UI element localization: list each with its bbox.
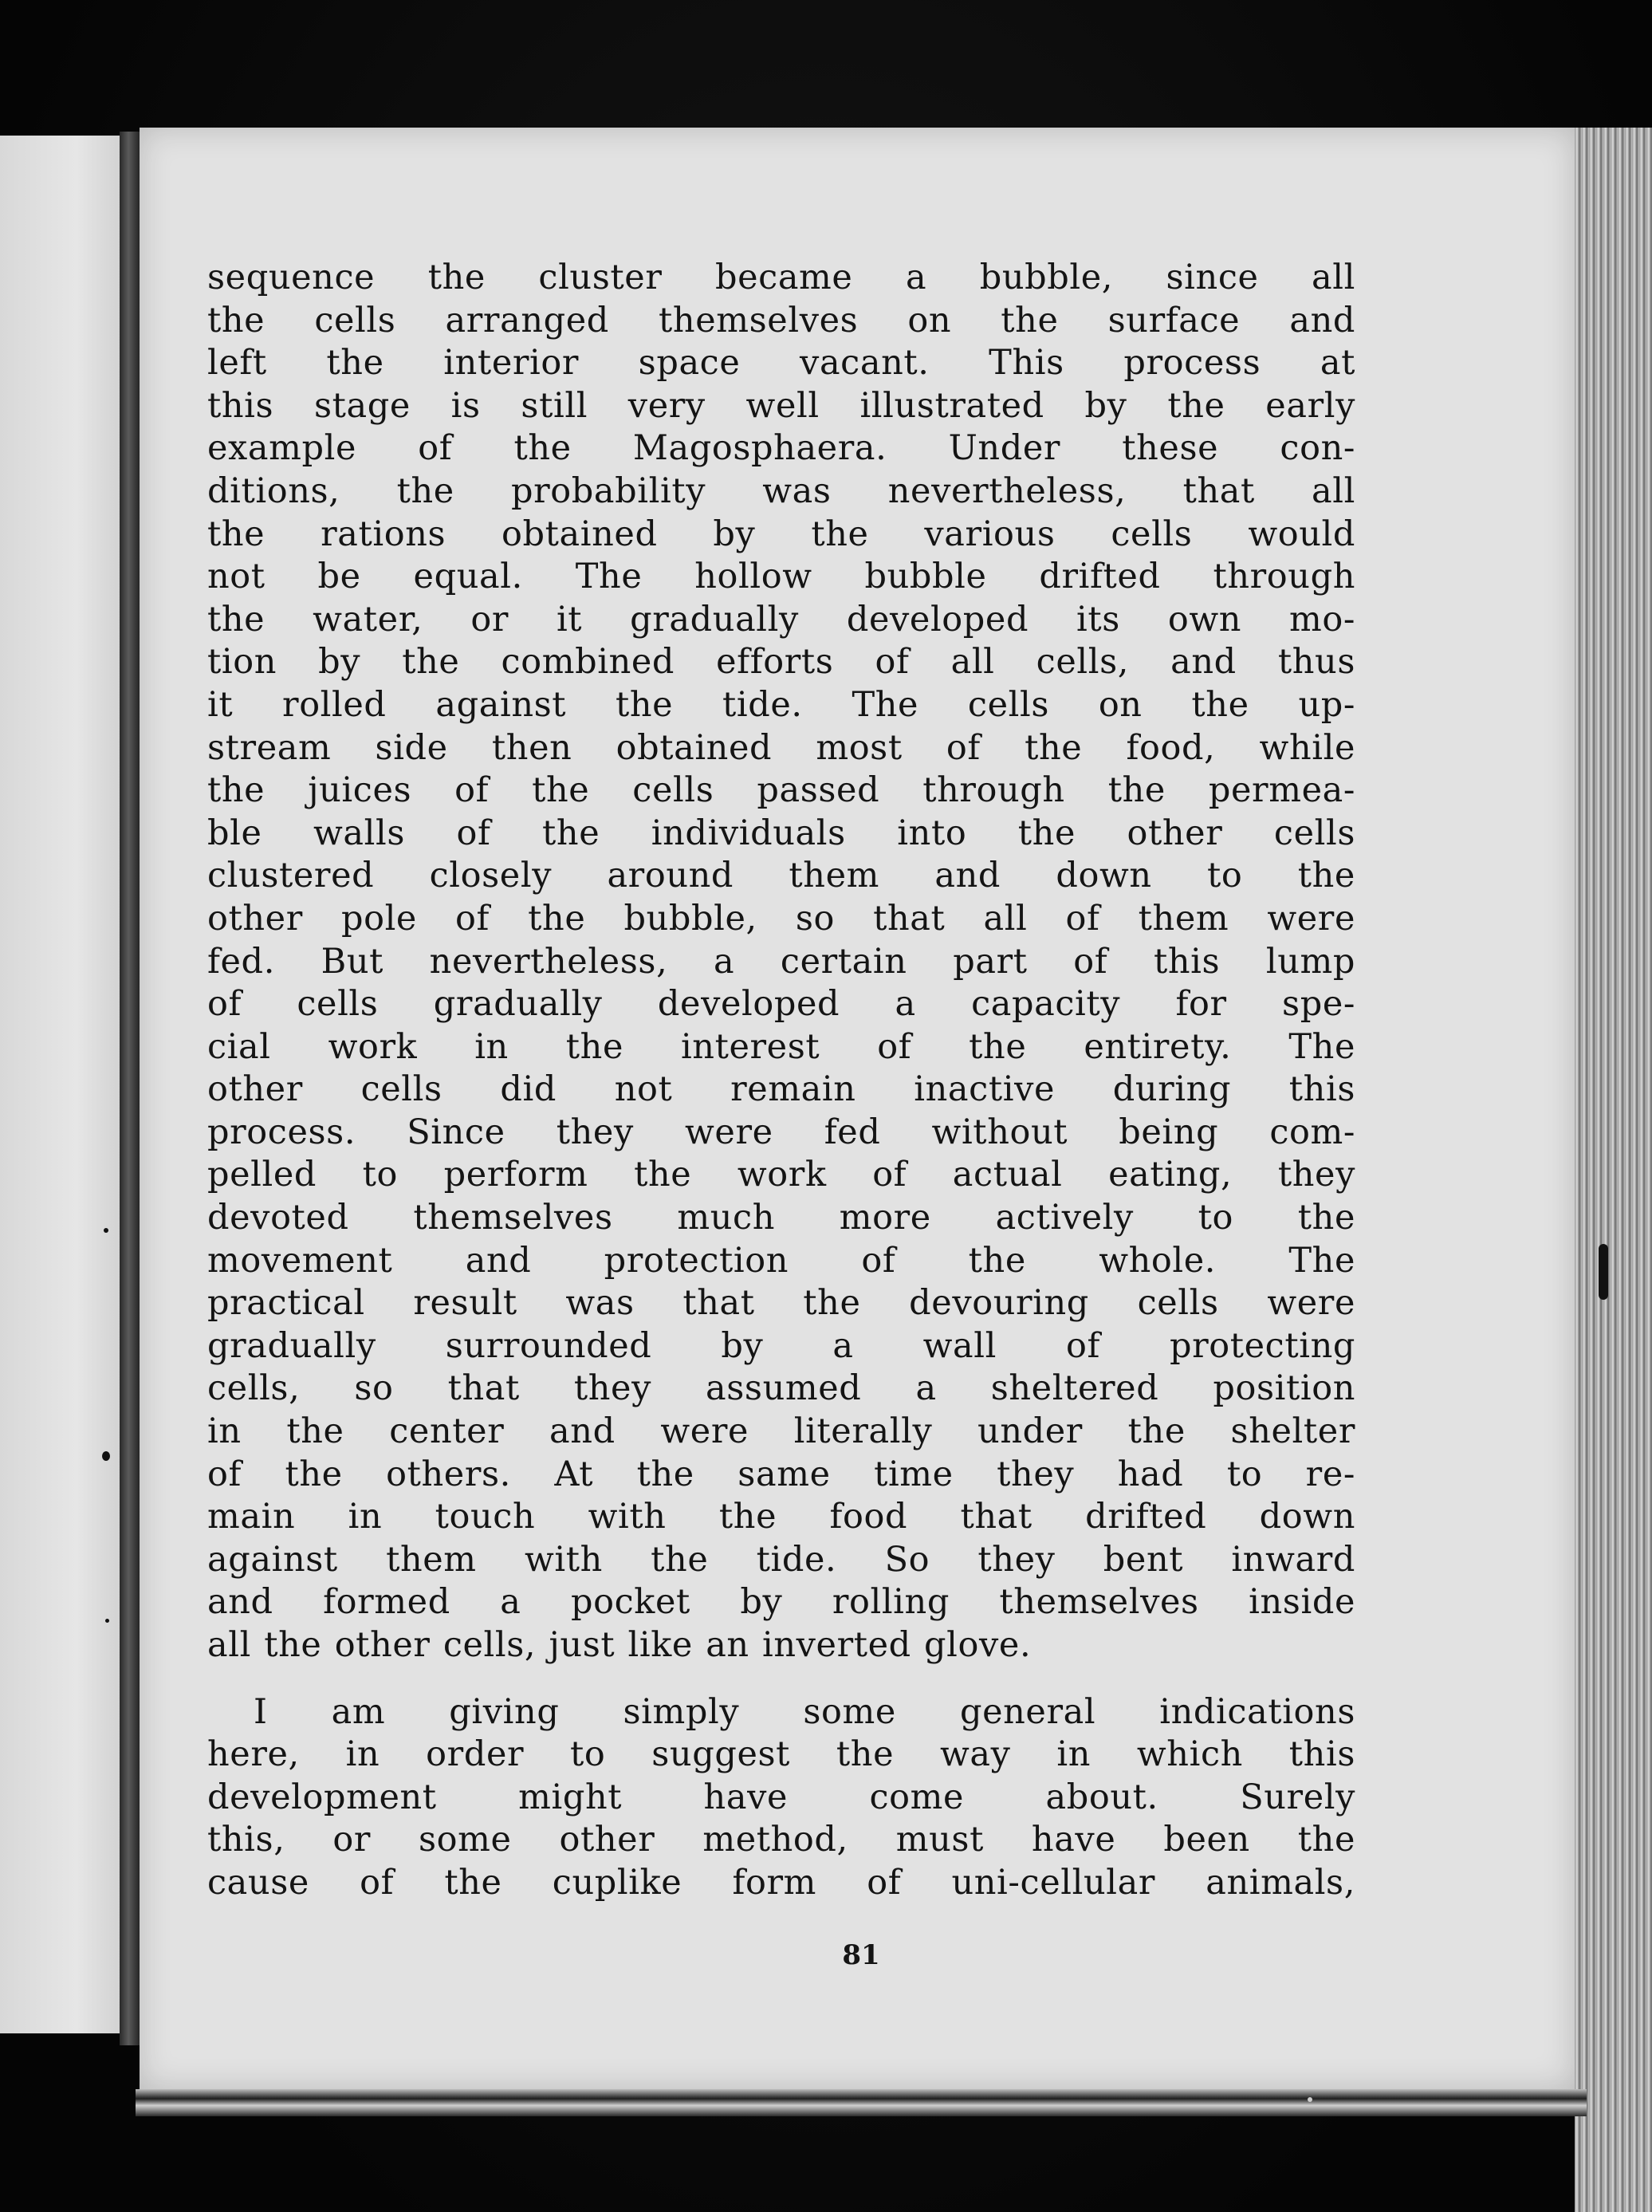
paragraph-2	[207, 1691, 1355, 1905]
text-line: the rations obtained by the various cells would	[207, 514, 1355, 554]
page-number: 81	[842, 1939, 880, 1971]
text-line: left the interior space vacant. This process at	[207, 343, 1355, 384]
facing-page-edge	[0, 136, 128, 2033]
text-line: development might have come about. Surely	[207, 1777, 1355, 1817]
text-line: main in touch with the food that drifted down	[207, 1497, 1355, 1537]
text-line: gradually surrounded by a wall of protecting	[207, 1325, 1355, 1366]
text-line: other cells did not remain inactive during this	[207, 1069, 1355, 1110]
text-line: in the center and were literally under the shelter	[207, 1411, 1355, 1452]
text-line: here, in order to suggest the way in which this	[207, 1734, 1355, 1775]
text-line: devoted themselves much more actively to the	[207, 1198, 1355, 1238]
page-bottom-edge	[136, 2089, 1587, 2116]
scan-speck	[104, 1228, 108, 1233]
text-line: stream side then obtained most of the food, while	[207, 727, 1355, 768]
text-line: the juices of the cells passed through the permea-	[207, 770, 1355, 811]
text-line: clustered closely around them and down to the	[207, 856, 1355, 896]
text-line: example of the Magosphaera. Under these con-	[207, 428, 1355, 469]
text-line: and formed a pocket by rolling themselves inside	[207, 1582, 1355, 1623]
text-line: cause of the cuplike form of uni-cellular animals,	[207, 1862, 1355, 1903]
text-line: against them with the tide. So they bent inward	[207, 1539, 1355, 1580]
text-line: the cells arranged themselves on the surface and	[207, 300, 1355, 340]
text-line: all the other cells, just like an inverted glove.	[207, 1625, 1032, 1665]
text-line: ble walls of the individuals into the other cells	[207, 813, 1355, 853]
text-line: it rolled against the tide. The cells on the up-	[207, 684, 1355, 725]
text-line: sequence the cluster became a bubble, since all	[207, 258, 1355, 297]
text-line: ditions, the probability was nevertheless, that all	[207, 470, 1355, 511]
text-line: I am giving simply some general indications	[254, 1691, 1355, 1732]
text-line: not be equal. The hollow bubble drifted through	[207, 557, 1355, 597]
scan-speck	[1599, 1244, 1608, 1300]
text-line: cial work in the interest of the entirety. The	[207, 1026, 1355, 1067]
text-line: movement and protection of the whole. The	[207, 1240, 1355, 1281]
text-line: of cells gradually developed a capacity for spe-	[207, 984, 1355, 1025]
text-line: process. Since they were fed without being com-	[207, 1112, 1355, 1152]
text-line: this stage is still very well illustrated by the early	[207, 385, 1355, 426]
text-line: this, or some other method, must have been the	[207, 1820, 1355, 1860]
text-line: fed. But nevertheless, a certain part of this lump	[207, 941, 1355, 982]
paragraph-gap	[207, 1667, 1355, 1691]
text-line: the water, or it gradually developed its own mo-	[207, 599, 1355, 640]
page-text	[207, 257, 1355, 1905]
paragraph-1	[207, 257, 1355, 1667]
text-line: pelled to perform the work of actual eating, they	[207, 1155, 1355, 1195]
text-line: practical result was that the devouring cells were	[207, 1283, 1355, 1324]
text-line: cells, so that they assumed a sheltered position	[207, 1368, 1355, 1409]
scan-speck	[105, 1619, 109, 1623]
text-line: other pole of the bubble, so that all of them were	[207, 898, 1355, 939]
text-line: tion by the combined efforts of all cells, and thus	[207, 642, 1355, 683]
text-line: of the others. At the same time they had to re-	[207, 1454, 1355, 1494]
book-gutter	[120, 132, 142, 2045]
scan-speck	[102, 1451, 110, 1461]
scan-speck	[1308, 2097, 1312, 2102]
page-stack-edge	[1575, 128, 1652, 2212]
